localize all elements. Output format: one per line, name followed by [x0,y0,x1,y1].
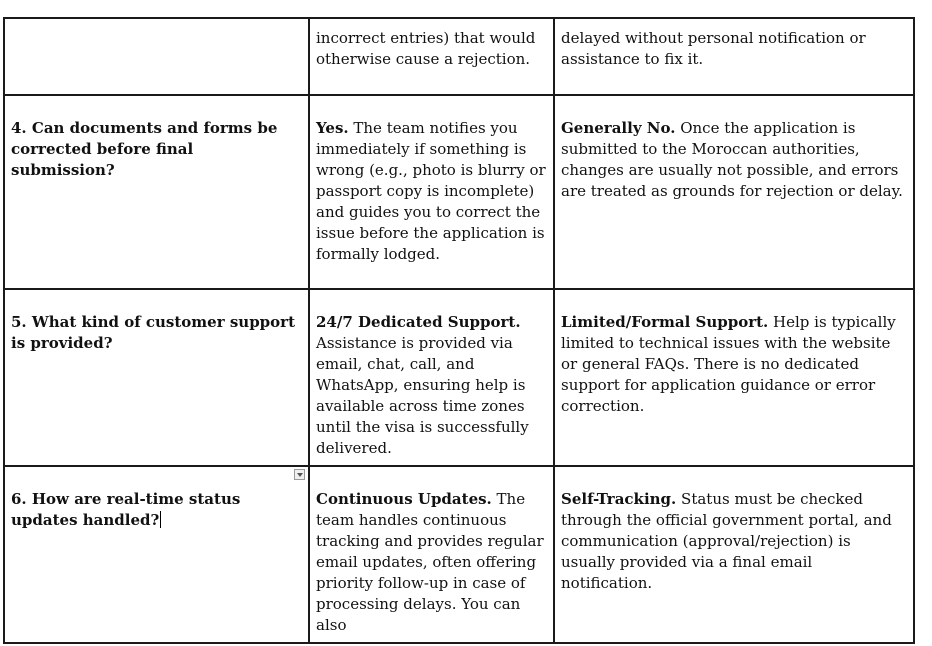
question-cell[interactable] [4,289,309,466]
table-row [4,18,914,95]
government-lead: Generally No. [561,119,676,137]
government-lead: Self-Tracking. [561,490,677,508]
question-cell[interactable] [4,466,309,643]
government-cell[interactable] [554,466,914,643]
question-text: 6. How are real-time status updates handled? [11,490,241,529]
agency-text: The team handles continuous tracking and provides regular email updates, often offering priority follow-up in case of processing delays. You can also [316,490,544,634]
text-cursor [160,511,161,528]
comparison-table [3,17,915,644]
agency-text: incorrect entries) that would otherwise cause a rejection. [316,29,536,68]
agency-cell[interactable] [309,18,554,95]
agency-cell[interactable] [309,466,554,643]
agency-lead: Yes. [316,119,349,137]
question-cell[interactable] [4,18,309,95]
government-text: Help is typically limited to technical issues with the website or general FAQs. There is no dedicated support for application guidance or error correction. [561,313,896,415]
table-row [4,466,914,643]
government-lead: Limited/Formal Support. [561,313,769,331]
agency-text: The team notifies you immediately if something is wrong (e.g., photo is blurry or passport copy is incomplete) and guides you to correct the issue before the application is formally lodged. [316,119,546,263]
government-cell[interactable] [554,95,914,289]
government-text: delayed without personal notification or assistance to fix it. [561,29,866,68]
table-row [4,289,914,466]
cell-dropdown-icon[interactable] [294,469,305,480]
question-text: 4. Can documents and forms be corrected before final submission? [11,119,278,179]
agency-cell[interactable] [309,289,554,466]
agency-cell[interactable] [309,95,554,289]
agency-text: Assistance is provided via email, chat, call, and WhatsApp, ensuring help is available across time zones until the visa is successfully delivered. [316,334,529,457]
agency-lead: 24/7 Dedicated Support. [316,313,521,331]
government-cell[interactable] [554,289,914,466]
agency-lead: Continuous Updates. [316,490,492,508]
question-cell[interactable] [4,95,309,289]
government-text: Status must be checked through the official government portal, and communication (approval/rejection) is usually provided via a final email notification. [561,490,892,592]
question-text: 5. What kind of customer support is provided? [11,313,296,352]
government-cell[interactable] [554,18,914,95]
government-text: Once the application is submitted to the Moroccan authorities, changes are usually not possible, and errors are treated as grounds for rejection or delay. [561,119,903,200]
table-row [4,95,914,289]
